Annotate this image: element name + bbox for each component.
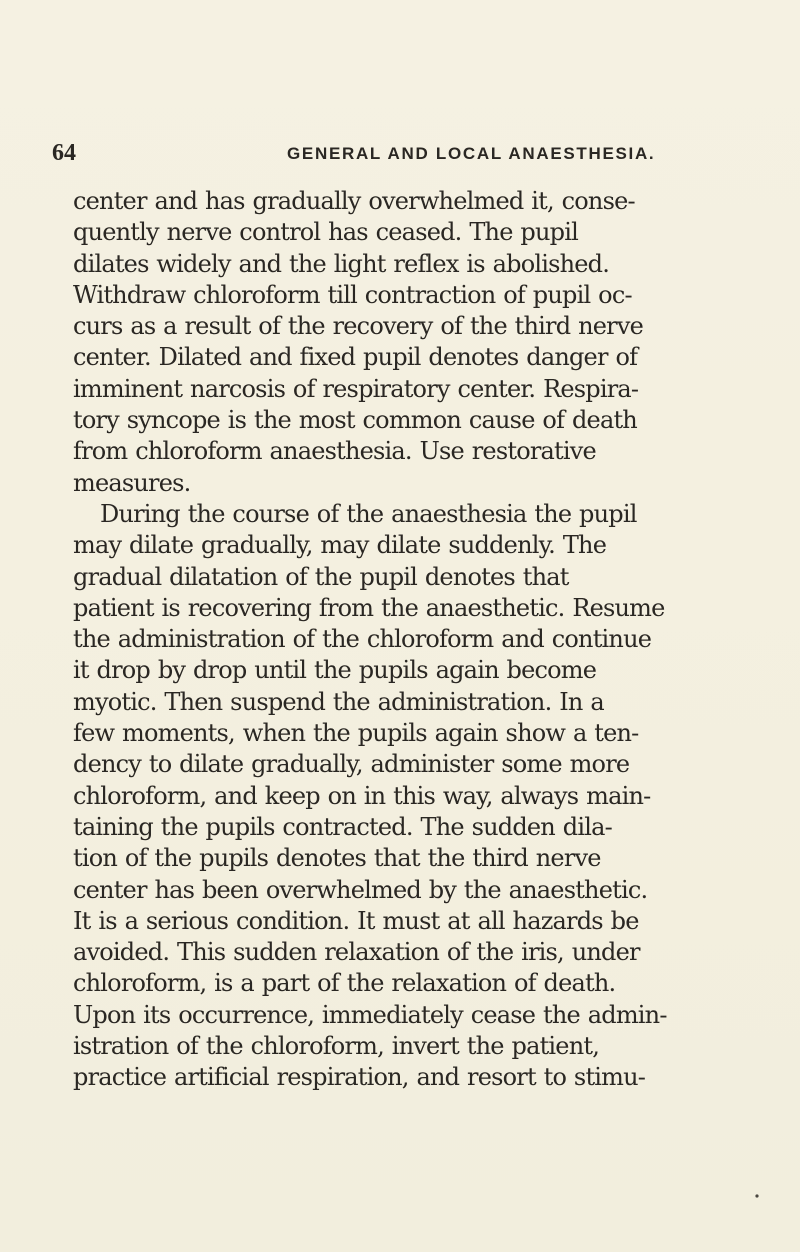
text-line: Withdraw chloroform till contraction of pupil oc- — [73, 280, 632, 309]
text-line: dency to dilate gradually, administer some more — [73, 750, 630, 779]
text-line: myotic. Then suspend the administration. In a — [73, 687, 604, 716]
text-line: center and has gradually overwhelmed it, conse- — [73, 187, 635, 215]
running-head-title: GENERAL AND LOCAL ANAESTHESIA. — [287, 144, 656, 163]
text-line: from chloroform anaesthesia. Use restorative — [73, 437, 596, 466]
paragraph-first-line: During the course of the anaesthesia the pupil — [100, 499, 637, 528]
text-line: dilates widely and the light reflex is abolished. — [73, 249, 610, 278]
text-line: few moments, when the pupils again show a ten- — [73, 719, 639, 748]
text-line: Upon its occurrence, immediately cease the admin- — [73, 1000, 667, 1029]
text-line: imminent narcosis of respiratory center. Respira- — [73, 374, 639, 403]
text-line: may dilate gradually, may dilate suddenly. The — [73, 531, 607, 560]
text-line: tory syncope is the most common cause of death — [73, 406, 637, 435]
text-line: patient is recovering from the anaesthetic. Resume — [73, 593, 665, 622]
text-line: avoided. This sudden relaxation of the iris, under — [73, 938, 640, 967]
text-line: quently nerve control has ceased. The pupil — [73, 218, 578, 247]
text-line: tion of the pupils denotes that the third nerve — [73, 844, 601, 873]
text-line: istration of the chloroform, invert the patient, — [73, 1032, 600, 1061]
text-line: measures. — [73, 468, 191, 497]
text-line: the administration of the chloroform and continue — [73, 625, 652, 654]
text-line: curs as a result of the recovery of the third nerve — [73, 312, 644, 341]
text-line: taining the pupils contracted. The sudden dila- — [73, 812, 612, 841]
text-line: gradual dilatation of the pupil denotes that — [73, 562, 569, 591]
text-line: center has been overwhelmed by the anaesthetic. — [73, 875, 648, 904]
text-line: practice artificial respiration, and resort to stimu- — [73, 1063, 646, 1092]
text-line: It is a serious condition. It must at all hazards be — [73, 906, 639, 935]
text-line: chloroform, and keep on in this way, always main- — [73, 781, 651, 810]
paper-speck — [755, 1194, 758, 1197]
text-line: center. Dilated and fixed pupil denotes danger of — [73, 343, 638, 372]
text-line: chloroform, is a part of the relaxation of death. — [73, 969, 616, 998]
page-number: 64 — [52, 140, 76, 166]
text-line: it drop by drop until the pupils again become — [73, 656, 597, 685]
